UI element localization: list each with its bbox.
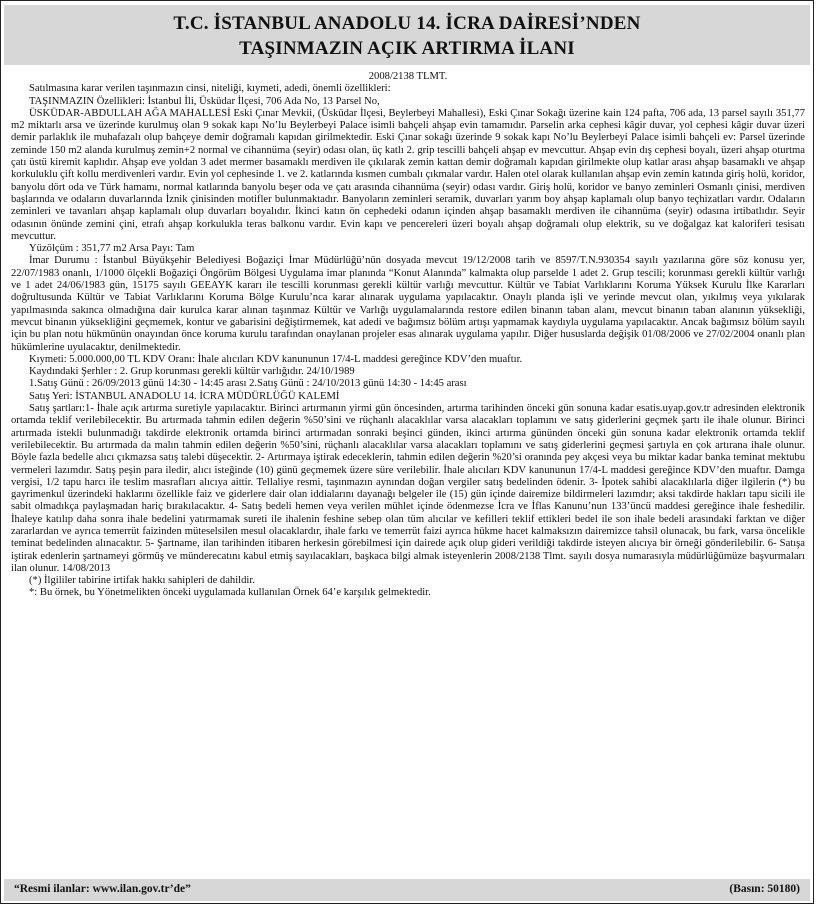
- value-line: Kıymeti: 5.000.000,00 TL KDV Oranı: İhale alıcıları KDV kanununun 17/4-L maddesi gereğince KDV’den muaftır.: [29, 353, 523, 365]
- press-number: (Basın: 50180): [729, 883, 800, 895]
- file-number: 2008/2138 TLMT.: [368, 71, 448, 82]
- note-example-form: *: Bu örnek, bu Yönetmelikten önceki uygulamada kullanılan Örnek 64’e karşılık gelmektedir.: [29, 587, 431, 599]
- sale-place-line: Satış Yeri: İSTANBUL ANADOLU 14. İCRA MÜDÜRLÜĞÜ KALEMİ: [29, 390, 340, 402]
- encumbrance-line: Kaydındaki Şerhler : 2. Grup korunması gerekli kültür varlığıdır. 24/10/1989: [29, 366, 355, 378]
- zoning-paragraph: İmar Durumu : İstanbul Büyükşehir Belediyesi Boğaziçi İmar Müdürlüğü’nün dosyada mevcut 19/12/2008 tarih ve 8597/T.N.930354 sayılı yazılarına göre söz konusu yer, 22/07/1983 onanlı, 1/1000 ölçekli Boğaziçi Öngörüm Bölgesi Uygulama imar planında “Konut Alanında” kalmakta olup parselde 1 adet 2. Grup tescili; korunması gerekli kültür varlığı ve 1 adet 24/06/1983 gün, 15175 sayılı GEEAYK kararı ile tescilli korunması gerekli kültür varlığı mevcuttur. Kültür ve Tabiat Varlıklarını Koruma Yüksek Kurulu İlke Kararları doğrultusunda Kültür ve Tabiat Varlıklarını Koruma Bölge Kurulu’nca karar alınarak uygulama yapılacaktır. Onaylı planda işli ve yerinde mevcut olan, yıkılmış veya yıkılarak yapılmasında sakınca olmadığına dair kurulca karar alınan taşınmaz Kültür ve Varlığı uygulamalarında restore edilen binanın taban alanı, mevcut binanın taban alanının yüksekliği, mevcut binanın yüksekliğini geçmemek, kontur ve gabarisini değiştirmemek, kat adedi ve bağımsız bölüm artışı yapmamak kaydıyla uygulama yapılacaktır. Ancak bağımsız bölüm sayılı için bu plan notu hükmünün onayından önce koruma kurulu tarafından onaylanan projeler esas alınarak uygulama yapılır. Diğer hususlarda değişik 01/08/2006 ve 27/02/2004 onanlı plan hükümlerine uyulacaktır, denilmektedir.: [11, 255, 805, 353]
- sale-conditions-paragraph: Satış şartları:1- İhale açık artırma suretiyle yapılacaktır. Birinci artırmanın yirmi gün öncesinden, artırma tarihinden önceki gün sonuna kadar esatis.uyap.gov.tr adresinden elektronik ortamda teklif verilebilecektir. Bu artırmada tahmin edilen değerin %50’sini ve rüçhanlı alacaklılar varsa alacakları toplamını ve satış giderlerini geçmek şartı ile ihale olunur. Birinci artırmada istekli bulunmadığı takdirde elektronik ortamda birinci artırmadan sonraki beşinci günden, ikinci artırma gününden önceki gün sonuna kadar elektronik ortamda teklif verilebilecektir. Bu artırmada da malın tahmin edilen değerin %50’sini, rüçhanlı alacaklılar varsa alacakları toplamını ve satış giderlerini geçmesi şartıyla en çok artırana ihale olunur. Böyle fazla bedelle alıcı çıkmazsa satış talebi düşecektir. 2- Artırmaya iştirak edeceklerin, tahmin edilen değerin %20’si oranında pey akçesi veya bu miktar kadar banka teminat mektubu vermeleri lazımdır. Satış peşin para iledir, alıcı isteğinde (10) günü geçmemek üzere süre verilebilir. İhale alıcıları KDV kanununun 17/4-L maddesi gereğince KDV’den muaftır. Damga vergisi, 1/2 tapu harcı ile teslim masrafları alıcıya aittir. Tellaliye resmi, taşınmazın aynından doğan vergiler satış bedelinden ödenir. 3- İpotek sahibi alacaklılarla diğer ilgilerin (*) bu gayrimenkul üzerindeki haklarını özellikle faiz ve giderlere dair olan iddialarını dayanağı belgeler ile (15) gün içinde dairemize bildirmeleri lazımdır; aksi takdirde hakları tapu sicili ile sabit olmadıkça paylaşmadan hariç bırakılacaktır. 4- Satış bedeli hemen veya verilen mühlet içinde ödenmezse İcra ve İflas Kanunu’nun 133’üncü maddesi gereğince ihale feshedilir. İhaleye katılıp daha sonra ihale bedelini yatırmamak sureti ile ihalenin feshine sebep olan tüm alıcılar ve kefilleri teklif ettikleri bedel ile son ihale bedeli arasındaki farktan ve diğer zararlardan ve ayrıca temerrüt faizinden müteselsilen mesul olacaklardır, ihale farkı ve temerrüt faizi ayrıca hükme hacet kalmaksızın dairemizce tahsil olunacak, bu fark, varsa öncelikle teminat bedelinden alınacaktır. 5- Şartname, ilan tarihinden itibaren herkesin görebilmesi için dairede açık olup gideri verildiği takdirde isteyen alıcıya bir örneği gönderilebilir. 6- Satışa iştirak edenlerin şartnameyi görmüş ve münderecatını kabul etmiş sayılacakları, başkaca bilgi almak isteyenlerin 2008/2138 Tlmt. sayılı dosya numarasıyla müdürlüğümüze başvurmaları ilan olunur. 14/08/2013: [11, 403, 805, 574]
- area-line: Yüzölçüm : 351,77 m2 Arsa Payı: Tam: [29, 243, 195, 255]
- announcement-title-line2: TAŞINMAZIN AÇIK ARTIRMA İLANI: [239, 38, 575, 59]
- announcement-footer: [4, 879, 810, 901]
- official-ads-link-text: “Resmi ilanlar: www.ilan.gov.tr’de”: [14, 883, 191, 895]
- intro-paragraph: Satılmasına karar verilen taşınmazın cinsi, niteliği, kıymeti, adedi, önemli özellikleri:: [29, 83, 391, 95]
- announcement-title-line1: T.C. İSTANBUL ANADOLU 14. İCRA DAİRESİ’NDEN: [173, 13, 641, 34]
- note-interested-parties: (*) İlgililer tabirine irtifak hakkı sahipleri de dahildir.: [29, 575, 255, 587]
- sale-dates-line: 1.Satış Günü : 26/09/2013 günü 14:30 - 14:45 arası 2.Satış Günü : 24/10/2013 günü 14:30 - 14:45 arası: [29, 378, 467, 390]
- property-features-heading: TAŞINMAZIN Özellikleri: İstanbul İli, Üsküdar İlçesi, 706 Ada No, 13 Parsel No,: [29, 95, 380, 107]
- property-description: ÜSKÜDAR-ABDULLAH AĞA MAHALLESİ Eski Çınar Mevkii, (Üsküdar İlçesi, Beylerbeyi Mahallesi), Eski Çınar Sokağı üzerine kain 124 pafta, 706 ada, 13 parsel sayılı 351,77 m2 miktarlı arsa ve üzerinde kurulmuş olan 9 sokak kapı No’lu Beylerbeyi Palace isimli bahçeli ahşap evin tamamıdır. Parselin arka cephesi kâgir duvar, yol cephesi kâgir duvar üzeri demir parlaklık ile muhafazalı olup bahçeye demir doğramalı kapıdan girilmektedir. Eski Çınar sokağı üzerinde 9 sokak kapı No’lu Beylerbeyi Palace isimli bahçeli ev: Parsel üzerinde zeminde 150 m2 alanda kurulmuş zemin+2 normal ve cihannüma (seyir) odası olan, üç katlı 2. grip tescilli bahçeli ahşap ev mevcuttur. Ahşap evin dış cephesi boyalı, üzeri ahşap oturtma çatı üstü kiremit kaplıdır. Ahşap eve yoldan 3 adet mermer basamaklı merdiven ile çıkılarak zemin kattan demir doğramalı kapıdan girilmekte olup katlar arası ahşap basamaklı ve ahşap korkuluklu çift kollu merdivenleri vardır. Evin yol cephesinde 1. ve 2. katlarında kısmen cumbalı çıkmalar vardır. Halen otel olarak kullanılan ahşap evin zemin katında giriş holü, koridor, banyolu dört oda ve Türk hamamı, normal katlarında banyolu beşer oda ve çatı arasında cihannüma (seyir) odası vardır. Giriş holü, koridor ve banyo zeminleri Osmanlı çinisi, merdiven başlarında ve odaların duvarlarında İznik çinisinden motifler bulunmaktadır. Banyoların zeminleri seramik, duvarları yarım boy ahşap kaplamalı olup banyo teçhizatları vardır. Odaların zeminleri ve tavanları ahşap kaplamalı olup duvarları boyalıdır. İkinci katın ön cephedeki odanın içinden ahşap basamaklı merdiven ile cihannüma (seyir) odasına irtibatlıdır. Seyir odasının önünde zemini çini, etrafı ahşap korkulukla teras balkonu vardır. Evin kapı ve pencereleri üzeri boyalı ahşap doğramalı olup elektrik, su ve doğalgaz kat kaloriferi tesisatı mevcuttur.: [11, 107, 805, 242]
- announcement-body: [11, 71, 805, 855]
- announcement-header: [4, 5, 810, 65]
